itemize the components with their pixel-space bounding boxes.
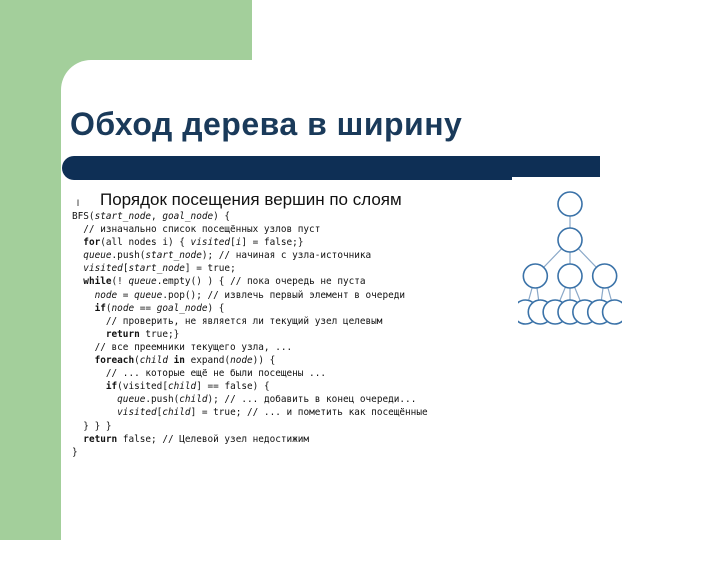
code-token	[72, 407, 117, 418]
title-underline-gap	[512, 177, 600, 180]
tree-node	[558, 192, 582, 216]
code-token: visited	[83, 263, 123, 275]
code-line	[72, 380, 428, 393]
code-keyword: foreach	[94, 355, 135, 367]
code-line	[72, 249, 428, 262]
code-token: (	[134, 355, 140, 367]
code-token: expand(	[184, 355, 231, 367]
code-line	[72, 289, 428, 302]
code-line	[72, 367, 428, 380]
tree-node	[603, 300, 622, 324]
code-token: [	[122, 263, 129, 275]
code-token: node	[111, 302, 135, 314]
tree-node	[523, 264, 547, 288]
code-token	[72, 329, 106, 340]
code-token	[72, 394, 117, 405]
code-token: ] = true;	[184, 263, 236, 275]
tree-node	[558, 264, 582, 288]
code-line	[72, 302, 428, 315]
code-token	[72, 237, 83, 248]
code-token	[72, 303, 95, 314]
code-token: (visited[	[117, 381, 168, 393]
code-token: ) {	[207, 302, 225, 314]
code-keyword: return	[105, 328, 140, 340]
code-keyword: while	[83, 276, 112, 288]
code-token	[72, 355, 95, 366]
code-token	[72, 263, 83, 274]
code-token: goal_node	[156, 302, 208, 314]
code-token	[72, 434, 83, 445]
code-line	[72, 433, 428, 446]
code-line	[72, 236, 428, 249]
code-line	[72, 420, 428, 433]
code-line	[72, 328, 428, 341]
code-token: // изначально список посещённых узлов пуст	[72, 224, 321, 236]
code-token: // проверить, не является ли текущий узел целевым	[72, 315, 383, 327]
code-token: .push(	[111, 250, 146, 262]
code-token: (all nodes i) {	[100, 237, 191, 249]
code-token: ) {	[213, 211, 231, 222]
code-token: child	[167, 381, 197, 393]
code-token: [	[156, 407, 163, 419]
code-token: true;}	[139, 328, 180, 340]
code-keyword: if	[105, 381, 118, 393]
code-line	[72, 223, 428, 236]
bullet-text: Порядок посещения вершин по слоям	[100, 190, 402, 209]
code-token: i	[235, 237, 242, 249]
code-token: child	[139, 355, 168, 367]
tree-node	[593, 264, 617, 288]
code-token: queue	[128, 276, 157, 288]
code-line	[72, 262, 428, 275]
code-token: ] = false;}	[241, 237, 304, 249]
code-keyword: in	[173, 355, 185, 367]
code-token: }	[72, 446, 78, 458]
code-token: ,	[151, 211, 163, 222]
bullet-icon: l	[77, 198, 79, 208]
code-token: BFS(	[72, 211, 95, 222]
code-line	[72, 354, 428, 367]
code-keyword: for	[83, 237, 101, 249]
code-token	[72, 276, 83, 287]
code-line	[72, 341, 428, 354]
code-token: ); // ... добавить в конец очереди...	[207, 394, 417, 406]
code-token: [	[230, 237, 236, 249]
decor-green-strip	[0, 0, 61, 540]
code-line	[72, 315, 428, 328]
code-token: start_node	[128, 263, 185, 275]
tree-node	[558, 228, 582, 252]
code-token: (!	[111, 276, 129, 288]
code-token: ==	[134, 302, 157, 314]
code-block	[72, 210, 428, 459]
code-token: goal_node	[162, 211, 214, 222]
code-token: ); // начиная с узла-источника	[201, 250, 372, 262]
code-token: node	[230, 355, 253, 367]
code-token: } } }	[72, 420, 112, 432]
code-line	[72, 275, 428, 288]
code-token: queue	[117, 394, 146, 406]
code-token: // ... которые ещё не были посещены ...	[72, 368, 326, 380]
code-token: ] = true; // ... и пометить как посещённые	[190, 407, 428, 419]
code-token	[72, 381, 106, 392]
code-line	[72, 406, 428, 419]
tree-diagram	[518, 190, 622, 332]
code-token: // все преемники текущего узла, ...	[72, 341, 293, 353]
code-token: child	[162, 407, 191, 419]
code-token: .push(	[145, 394, 180, 406]
code-token: .empty() ) { // пока очередь не пуста	[156, 276, 366, 288]
code-token: false; // Целевой узел недостижим	[117, 433, 310, 445]
code-token: )) {	[252, 355, 276, 367]
code-line	[72, 393, 428, 406]
code-token	[72, 290, 95, 301]
code-token: visited	[190, 237, 231, 249]
code-token: queue	[134, 289, 163, 301]
slide-title: Обход дерева в ширину	[70, 106, 463, 142]
code-token: ] == false) {	[196, 381, 270, 393]
code-token: (	[105, 302, 112, 314]
code-token: start_node	[94, 211, 152, 222]
code-token: =	[117, 289, 135, 301]
code-token: queue	[83, 250, 112, 262]
code-token: visited	[117, 407, 157, 419]
code-line	[72, 210, 428, 223]
code-token: child	[179, 394, 208, 406]
code-token	[72, 250, 83, 261]
code-token: start_node	[145, 250, 202, 262]
code-token: node	[94, 289, 118, 301]
code-token: .pop(); // извлечь первый элемент в очереди	[162, 289, 406, 301]
code-line	[72, 446, 428, 459]
code-keyword: return	[83, 433, 118, 445]
code-keyword: if	[94, 302, 106, 314]
